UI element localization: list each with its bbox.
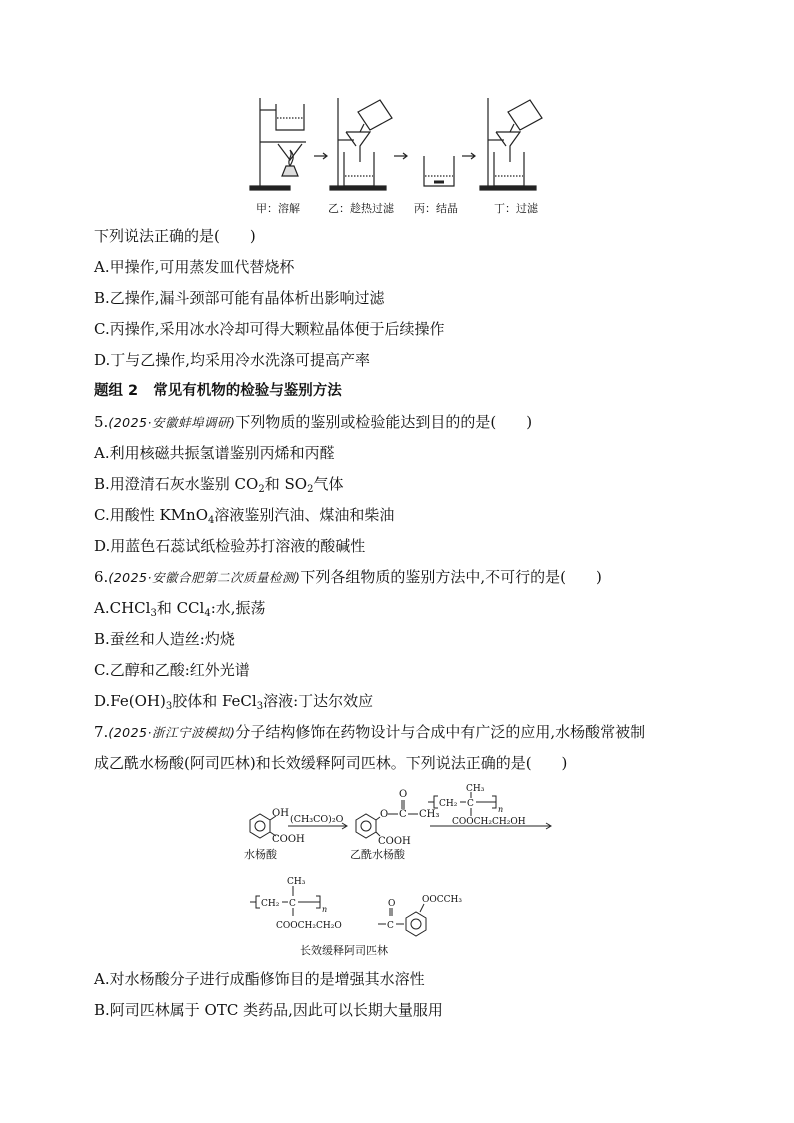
- q6-option-d-text-1: D.Fe(OH): [94, 692, 166, 710]
- caption-jia: 甲：溶解: [256, 202, 300, 215]
- caption-bing: 丙：结晶: [414, 202, 458, 215]
- cooh-label: COOH: [272, 834, 305, 845]
- apparatus-figure: [246, 90, 546, 220]
- q4-option-a: A.甲操作,可用蒸发皿代替烧杯: [94, 258, 295, 276]
- q6-option-d: [94, 691, 373, 711]
- q6-option-a: [94, 598, 266, 618]
- q6-option-d-text-2: 胶体和 FeCl: [172, 692, 257, 710]
- q6-option-b: B.蚕丝和人造丝:灼烧: [94, 630, 235, 648]
- q7-stem-line-1: [94, 722, 645, 743]
- group-title: 常见有机物的检验与鉴别方法: [153, 383, 342, 399]
- aspirin-name: 乙酰水杨酸: [350, 848, 405, 861]
- subscript-2: 2: [307, 484, 314, 495]
- q7-number: 7.: [94, 723, 109, 741]
- methyl-label: CH₃: [419, 809, 440, 820]
- product-chain-label: COOCH₂CH₂O: [276, 921, 342, 931]
- q6-stem-line: [94, 567, 602, 588]
- subscript-3: 3: [165, 701, 173, 712]
- polymer-n-label: n: [498, 805, 504, 814]
- q6-number: 6.: [94, 568, 109, 586]
- subscript-2: 2: [258, 484, 265, 495]
- aspirin-cooh-label: COOH: [378, 836, 411, 847]
- q7-stem-line-2: 成乙酰水杨酸(阿司匹林)和长效缓释阿司匹林。下列说法正确的是( ): [94, 754, 568, 772]
- polymer-ester-label: COOCH₂CH₂OH: [452, 817, 526, 827]
- product-c2-label: C: [387, 921, 394, 931]
- reagent-label: (CH₃CO)₂O: [290, 814, 344, 825]
- q5-stem-line: [94, 412, 532, 433]
- polymer-c-label: C: [467, 799, 474, 809]
- q4-option-c: C.丙操作,采用冰水冷却可得大颗粒晶体便于后续操作: [94, 320, 445, 338]
- group-label: 题组 2: [94, 383, 139, 399]
- q4-option-b: B.乙操作,漏斗颈部可能有晶体析出影响过滤: [94, 289, 385, 307]
- q5-option-b-text-3: 气体: [313, 475, 344, 493]
- q5-stem: 下列物质的鉴别或检验能达到目的的是( ): [235, 413, 533, 431]
- q6-option-a-text-2: 和 CCl: [156, 599, 205, 617]
- caption-ding: 丁：过滤: [494, 202, 538, 215]
- q6-option-c: C.乙醇和乙酸:红外光谱: [94, 661, 250, 679]
- q5-source: (2025·安徽蚌埠调研): [108, 415, 236, 430]
- q5-option-c-text-2: 溶液鉴别汽油、煤油和柴油: [214, 506, 395, 524]
- group-heading: [94, 381, 342, 401]
- product-c-label: C: [289, 899, 296, 909]
- q5-option-c: [94, 505, 394, 525]
- q5-option-a: A.利用核磁共振氢谱鉴别丙烯和丙醛: [94, 444, 335, 462]
- q4-option-d: D.丁与乙操作,均采用冷水洗涤可提高产率: [94, 351, 371, 369]
- q5-number: 5.: [94, 413, 109, 431]
- q6-option-a-text-3: :水,振荡: [210, 599, 266, 617]
- q6-option-a-text-1: A.CHCl: [94, 599, 151, 617]
- product-name: 长效缓释阿司匹林: [300, 944, 388, 957]
- q7-stem-1: 分子结构修饰在药物设计与合成中有广泛的应用,水杨酸常被制: [235, 723, 646, 741]
- subscript-3: 3: [256, 701, 264, 712]
- q5-option-b-text-2: 和 SO: [264, 475, 308, 493]
- q5-option-b: [94, 474, 343, 494]
- caption-yi: 乙：趁热过滤: [328, 202, 394, 215]
- reaction-scheme: [230, 784, 560, 960]
- carbonyl-o-label: O: [399, 789, 408, 800]
- q5-option-b-text-1: B.用澄清石灰水鉴别 CO: [94, 475, 259, 493]
- q6-stem: 下列各组物质的鉴别方法中,不可行的是( ): [300, 568, 602, 586]
- q7-option-b: B.阿司匹林属于 OTC 类药品,因此可以长期大量服用: [94, 1001, 443, 1019]
- product-ch2-label: CH₂: [261, 899, 280, 909]
- product-n-label: n: [322, 905, 328, 914]
- polymer-ch2-label: CH₂: [439, 799, 458, 809]
- salicylic-acid-name: 水杨酸: [244, 848, 277, 861]
- q4-stem: 下列说法正确的是( ): [94, 227, 256, 245]
- subscript-4: 4: [204, 608, 211, 619]
- q6-option-d-text-3: 溶液:丁达尔效应: [263, 692, 374, 710]
- ester-o-label: O: [380, 809, 389, 820]
- polymer-ch3-label: CH₃: [466, 784, 485, 794]
- product-ch3-label: CH₃: [287, 877, 306, 887]
- q5-option-d: D.用蓝色石蕊试纸检验苏打溶液的酸碱性: [94, 537, 366, 555]
- product-occh3-label: OOCCH₃: [422, 895, 462, 905]
- oh-label: OH: [272, 808, 289, 819]
- product-o-label: O: [388, 899, 396, 909]
- q7-source: (2025·浙江宁波模拟): [108, 725, 236, 740]
- subscript-3: 3: [150, 608, 157, 619]
- q7-option-a: A.对水杨酸分子进行成酯修饰目的是增强其水溶性: [94, 970, 425, 988]
- q5-option-c-text-1: C.用酸性 KMnO: [94, 506, 209, 524]
- carbonyl-c-label: C: [399, 809, 407, 820]
- subscript-4: 4: [208, 515, 215, 526]
- q6-source: (2025·安徽合肥第二次质量检测): [108, 570, 301, 585]
